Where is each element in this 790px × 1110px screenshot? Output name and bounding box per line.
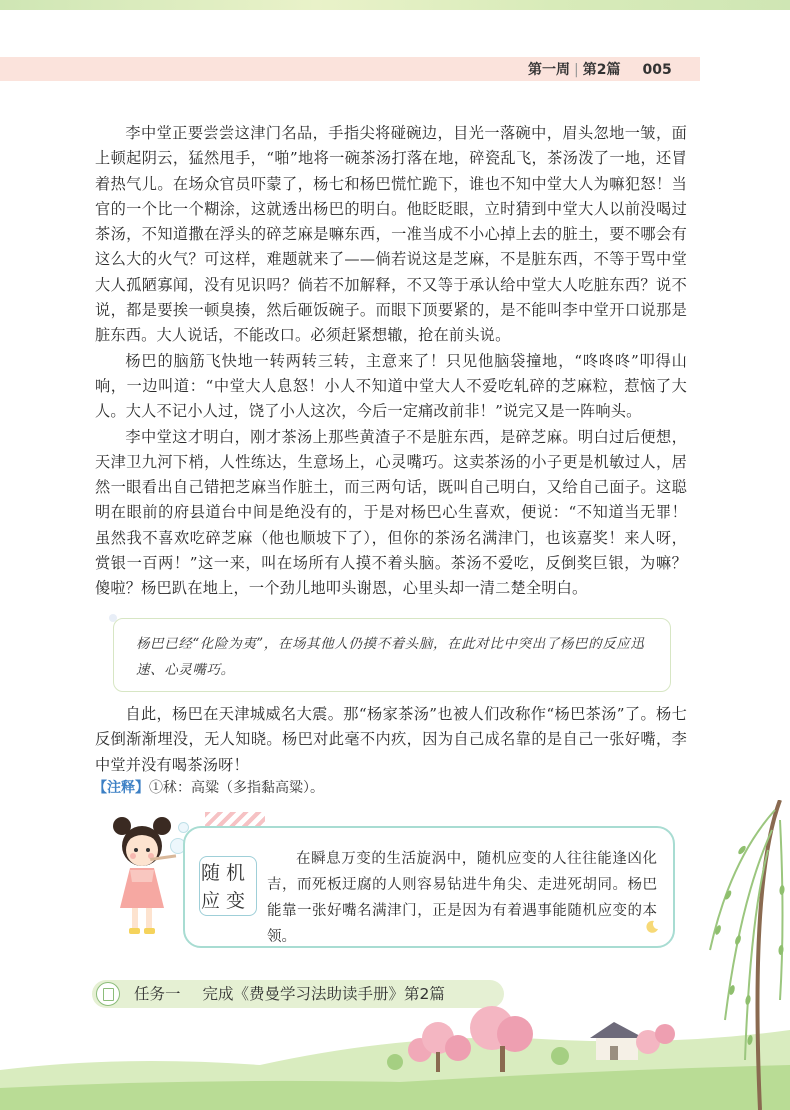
tip-title-line2: 应变 — [201, 890, 252, 912]
page-header: 第一周 | 第2篇 005 — [528, 62, 672, 78]
paragraph-3: 李中堂这才明白，刚才茶汤上那些黄渣子不是脏东西，是碎芝麻。明白过后便想，天津卫九河下梢，人性练达，生意场上，心灵嘴巧。这卖茶汤的小子更是机敏过人，居然一眼看出自己错把芝麻当作脏土，而三两句话，既叫自己明白，又给自己面子。这聪明在眼前的府县道台中间是绝没有的，于是对杨巴心生喜欢，便说：“不知道当无罪！虽然我不喜欢吃碎芝麻（他也顺坡下了），但你的茶汤名满津门，也该嘉奖！来人呀，赏银一百两！”这一来，叫在场所有人摸不着头脑。茶汤不爱吃，反倒奖巨银，为嘛？傻啦？杨巴趴在地上，一个劲儿地叩头谢恩，心里头却一清二楚全明白。 — [95, 427, 687, 598]
paragraph-1: 李中堂正要尝尝这津门名品，手指尖将碰碗边，目光一落碗中，眉头忽地一皱，面上顿起阴云，猛然甩手，“啪”地将一碗茶汤打落在地，碎瓷乱飞，茶汤泼了一地，还冒着热气儿。在场众官员吓蒙了，杨七和杨巴慌忙跪下，谁也不知中堂大人为嘛犯怒！当官的一个比一个糊涂，这就透出杨巴的明白。他眨眨眼，立时猜到中堂大人以前没喝过茶汤，不知道撒在浮头的碎芝麻是嘛东西，一准当成不小心掉上去的脏土，要不哪会有这么大的火气？可这样，难题就来了——倘若说这是芝麻，不是脏东西，不等于骂中堂大人孤陋寡闻，没有见识吗？倘若不加解释，不又等于承认给中堂大人吃脏东西？说不说，都是要挨一顿臭揍，然后砸饭碗子。而眼下顶要紧的，是不能叫李中堂开口说那是脏东西。大人说话，不能改口。必须赶紧想辙，抢在前头说。 — [95, 124, 687, 345]
decor-stripes — [205, 812, 265, 826]
note-dot — [109, 614, 117, 622]
girl-illustration-icon — [100, 812, 190, 940]
margin-note-box — [113, 618, 671, 692]
task-label: 任务一 — [134, 985, 181, 1003]
tip-text: 在瞬息万变的生活旋涡中，随机应变的人往往能逢凶化吉，而死板迂腐的人则容易钻进牛角尖、走进死胡同。杨巴能靠一张好嘴名满津门，正是因为有着遇事能随机应变的本领。 — [267, 851, 657, 945]
page-number: 005 — [642, 62, 672, 78]
paragraph-2: 杨巴的脑筋飞快地一转两转三转，主意来了！只见他脑袋撞地，“咚咚咚”叩得山响，一边叫道：“中堂大人息怒！小人不知道中堂大人不爱吃轧碎的芝麻粒，惹恼了大人。大人不记小人过，饶了小人这次，今后一定痛改前非！”说完又是一阵响头。 — [95, 351, 687, 421]
tip-title — [199, 856, 259, 918]
header-week: 第一周 — [528, 62, 570, 78]
landscape-illustration-icon — [0, 960, 790, 1110]
annotation — [93, 777, 324, 799]
willow-tree-icon — [680, 800, 790, 1110]
paragraph-4: 自此，杨巴在天津城威名大震。那“杨家茶汤”也被人们改称作“杨巴茶汤”了。杨七反倒渐渐埋没，无人知晓。杨巴对此毫不内疚，因为自己成名靠的是自己一张好嘴，李中堂并没有喝茶汤呀！ — [95, 705, 687, 774]
top-decor-strip — [0, 0, 790, 10]
tip-box — [183, 826, 675, 948]
moon-icon — [645, 920, 659, 934]
margin-note-text: 杨巴已经“化险为夷”，在场其他人仍摸不着头脑，在此对比中突出了杨巴的反应迅速、心灵嘴巧。 — [136, 636, 645, 678]
annotation-tag: 【注释】 — [93, 780, 149, 796]
annotation-text: ①秫：高粱（多指黏高粱）。 — [149, 780, 324, 796]
main-text-bottom — [95, 702, 687, 778]
tip-title-line1: 随机 — [201, 862, 252, 884]
task-text: 完成《费曼学习法助读手册》第2篇 — [202, 985, 445, 1003]
header-article: 第2篇 — [582, 62, 621, 78]
main-text-top — [95, 121, 687, 602]
